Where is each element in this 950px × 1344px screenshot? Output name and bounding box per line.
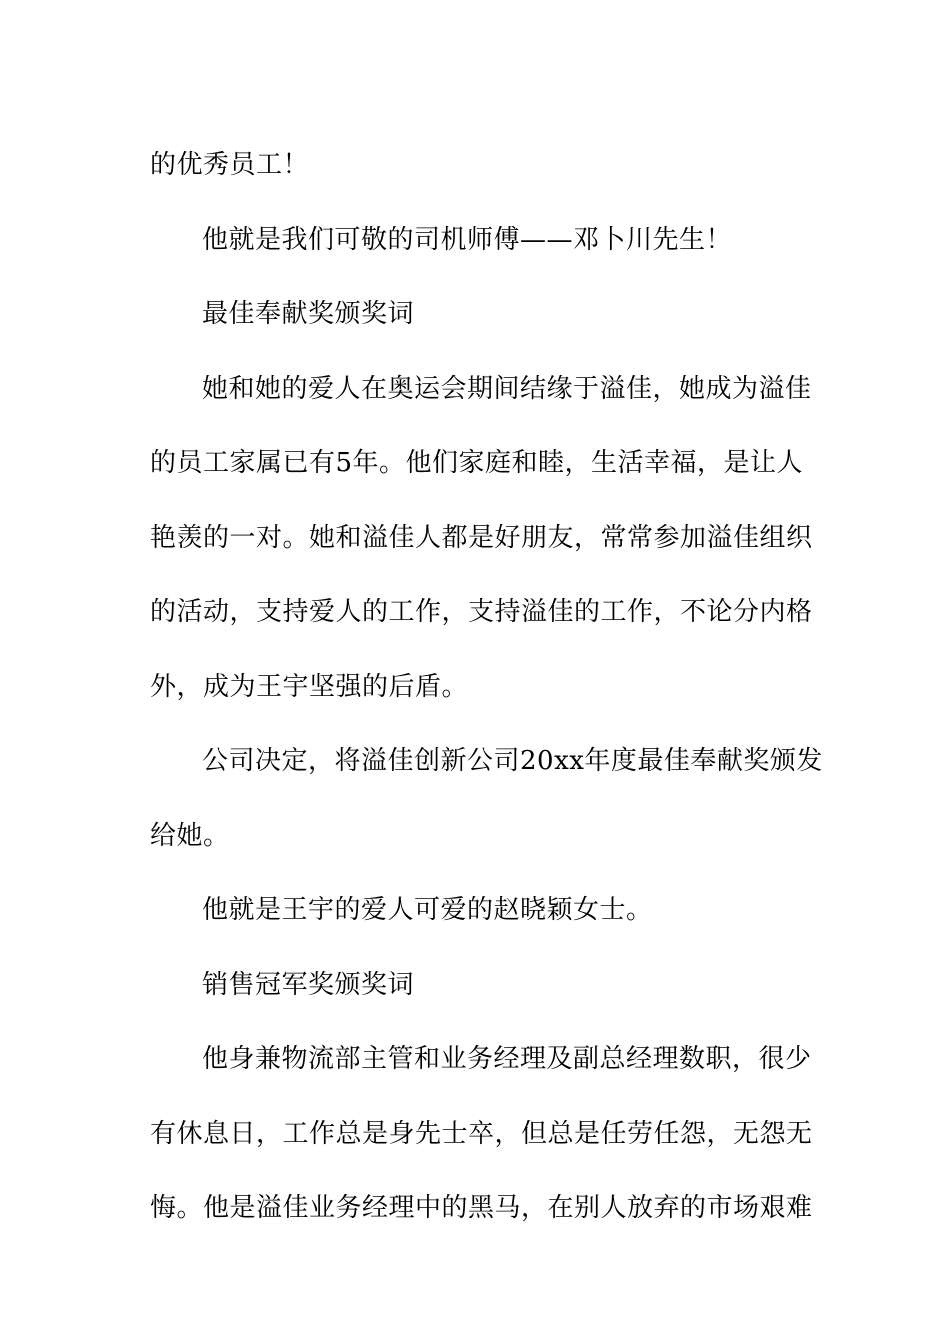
paragraph-line: 的员工家属已有5年。他们家庭和睦，生活幸福，是让人 [150, 448, 804, 478]
paragraph-line: 悔。他是溢佳业务经理中的黑马，在别人放弃的市场艰难 [150, 1193, 813, 1223]
paragraph-line: 有休息日，工作总是身先士卒，但总是任劳任怨，无怨无 [150, 1118, 813, 1149]
paragraph-line: 公司决定，将溢佳创新公司20xx年度最佳奉献奖颁发 [202, 746, 823, 776]
paragraph-line: 的优秀员工！ [150, 150, 310, 180]
paragraph-line: 外，成为王宇坚强的后盾。 [150, 671, 469, 702]
paragraph-line: 他身兼物流部主管和业务经理及副总经理数职，很少 [202, 1044, 812, 1074]
paragraph-line: 他就是我们可敬的司机师傅——邓卜川先生！ [202, 224, 733, 255]
paragraph-line: 她和她的爱人在奥运会期间结缘于溢佳，她成为溢佳 [202, 373, 812, 404]
paragraph-line: 他就是王宇的爱人可爱的赵晓颖女士。 [202, 895, 653, 925]
section-heading: 最佳奉献奖颁奖词 [202, 299, 415, 329]
section-heading: 销售冠军奖颁奖词 [202, 969, 415, 1000]
paragraph-line: 艳羡的一对。她和溢佳人都是好朋友，常常参加溢佳组织 [150, 522, 813, 553]
paragraph-line: 的活动，支持爱人的工作，支持溢佳的工作，不论分内格 [150, 597, 813, 627]
document-body [150, 128, 823, 1246]
paragraph-line: 给她。 [150, 820, 230, 851]
